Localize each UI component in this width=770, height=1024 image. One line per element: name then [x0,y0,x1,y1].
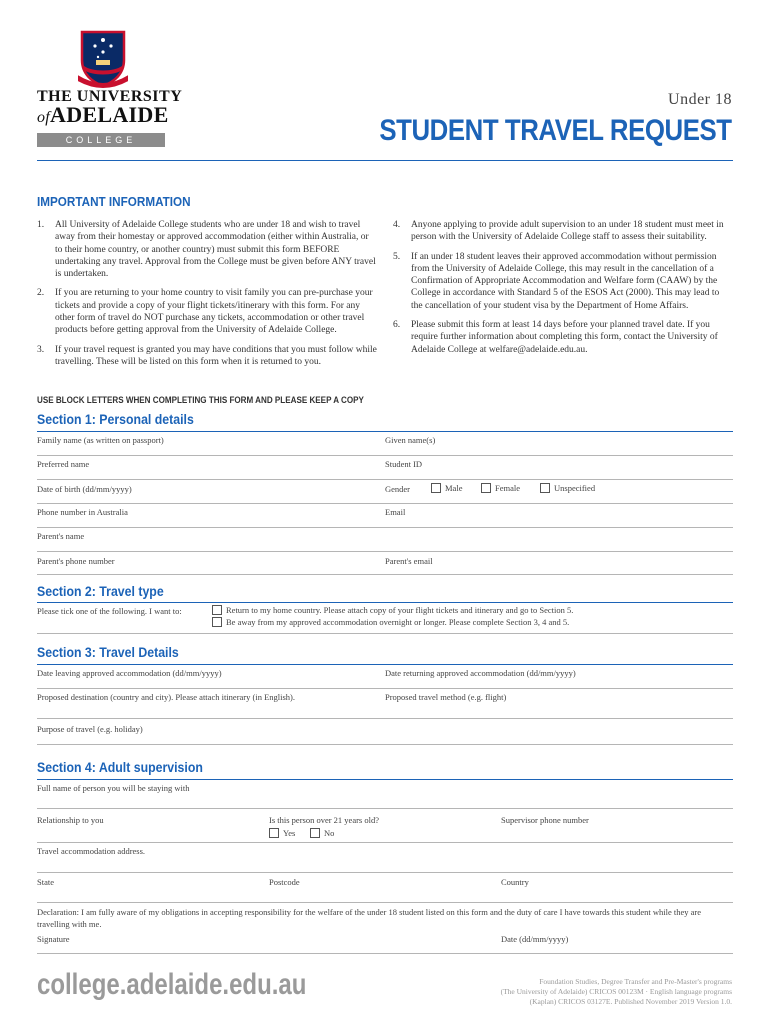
country-field[interactable]: Country [501,877,529,887]
over-21-question: Is this person over 21 years old? [269,815,380,825]
section-3-title: Section 3: Travel Details [37,644,179,660]
row-divider [37,551,733,552]
logo-adelaide [37,102,169,128]
gender-female-option[interactable] [481,483,520,493]
row-divider [37,688,733,689]
checkbox-icon[interactable] [481,483,491,493]
supervisor-full-name-field[interactable]: Full name of person you will be staying with [37,783,190,793]
row-divider [37,527,733,528]
block-letters-instruction: USE BLOCK LETTERS WHEN COMPLETING THIS FORM AND PLEASE KEEP A COPY [37,395,364,406]
purpose-field[interactable]: Purpose of travel (e.g. holiday) [37,724,143,734]
checkbox-icon[interactable] [540,483,550,493]
accommodation-address-field[interactable]: Travel accommodation address. [37,846,146,856]
email-field[interactable]: Email [385,507,406,517]
row-divider [37,808,733,809]
checkbox-icon[interactable] [431,483,441,493]
row-divider [37,744,733,745]
section-4-title: Section 4: Adult supervision [37,759,203,775]
row-divider [37,503,733,504]
date-leaving-field[interactable]: Date leaving approved accommodation (dd/mm/yyyy) [37,668,222,678]
checkbox-icon[interactable] [310,828,320,838]
footer-legal-note [501,977,732,1007]
footer-note-line: (Kaplan) CRICOS 03127E. Published November 2019 Version 1.0. [529,997,732,1006]
info-number: 6. [393,320,401,331]
info-text: Anyone applying to provide adult supervision to an under 18 student must meet in person with the University of Adelaide College staff to assess their suitability. [411,220,724,243]
travel-method-field[interactable]: Proposed travel method (e.g. flight) [385,692,507,702]
info-item-2 [37,287,377,336]
row-divider [37,872,733,873]
row-divider [37,902,733,903]
info-item-1 [37,219,377,280]
travel-option-return-home[interactable] [212,605,573,615]
travel-type-prompt: Please tick one of the following. I want to: [37,606,182,616]
important-information-heading: IMPORTANT INFORMATION [37,194,191,209]
checkbox-icon[interactable] [212,605,222,615]
info-item-4 [393,219,733,244]
info-item-3 [37,344,377,369]
logo-adelaide-text: ADELAIDE [50,102,169,127]
preferred-name-field[interactable]: Preferred name [37,459,90,469]
row-divider [37,455,733,456]
over-21-no-option[interactable] [310,828,334,838]
parent-email-field[interactable]: Parent's email [385,556,433,566]
logo-the-university: THE UNIVERSITY [37,88,183,105]
student-id-field[interactable]: Student ID [385,459,423,469]
info-text: Please submit this form at least 14 days before your planned travel date. If you require further information about completing this form, contact the University of Adelaide College at welfare@adelaide.edu.au. [411,320,718,355]
row-divider [37,633,733,634]
gender-unspecified-option[interactable] [540,483,595,493]
phone-field[interactable]: Phone number in Australia [37,507,128,517]
postcode-field[interactable]: Postcode [269,877,300,887]
option-label: No [324,828,335,838]
info-number: 3. [37,344,45,355]
footer-note-line: (The University of Adelaide) CRICOS 00123M · English language programs [500,987,732,996]
info-text: If your travel request is granted you may have conditions that you must follow while travelling. These will be listed on this form when it is returned to you. [55,344,377,367]
info-item-5 [393,251,733,312]
under-18-label: Under 18 [668,91,732,108]
travel-option-away-overnight[interactable] [212,617,569,627]
parent-phone-field[interactable]: Parent's phone number [37,556,115,566]
option-label: Male [445,483,463,493]
given-names-field[interactable]: Given name(s) [385,435,436,445]
info-number: 5. [393,251,401,262]
row-divider [37,842,733,843]
row-divider [37,718,733,719]
over-21-yes-option[interactable] [269,828,295,838]
info-text: If you are returning to your home country to visit family you can pre-purchase your tickets and provide a copy of your flight tickets/itinerary with this form. For any other form of travel do NOT purchase any tickets, accommodation or other travel products before getting approval from the University of Adelaide College. [55,288,373,336]
section-3-divider [37,664,733,665]
destination-field[interactable]: Proposed destination (country and city). Please attach itinerary (in English). [37,692,296,702]
logo-college-band: COLLEGE [37,133,165,147]
option-label: Female [495,483,521,493]
row-divider [37,953,733,954]
section-4-divider [37,779,733,780]
option-label: Return to my home country. Please attach copy of your flight tickets and itinerary and go to Section 5. [226,605,574,615]
section-1-title: Section 1: Personal details [37,411,194,427]
date-returning-field[interactable]: Date returning approved accommodation (dd/mm/yyyy) [385,668,576,678]
info-text: If an under 18 student leaves their approved accommodation without permission from the University of Adelaide College, this may result in the cancellation of a Confirmation of Appropriate Accommodation and Welfare form (CAAW) by the College in accordance with Standard 5 of the ESOS Act (2000). This may lead to the cancellation of your student visa by the Department of Home Affairs. [411,251,720,311]
state-field[interactable]: State [37,877,54,887]
title-divider [37,160,733,161]
page-title: STUDENT TRAVEL REQUEST [379,114,732,147]
important-left-column [37,219,377,375]
row-divider [37,479,733,480]
parent-name-field[interactable]: Parent's name [37,531,85,541]
option-label: Be away from my approved accommodation overnight or longer. Please complete Section 3, 4 and 5. [226,617,570,627]
footer-note-line: Foundation Studies, Degree Transfer and Pre-Master's programs [539,977,732,986]
footer-website[interactable]: college.adelaide.edu.au [37,968,307,1001]
info-number: 1. [37,220,45,230]
important-right-column [393,219,733,363]
university-crest-logo [78,30,128,88]
info-number: 2. [37,288,45,299]
option-label: Unspecified [554,483,596,493]
option-label: Yes [283,828,296,838]
info-item-6 [393,319,733,356]
supervisor-phone-field[interactable]: Supervisor phone number [501,815,589,825]
signature-field[interactable]: Signature [37,934,70,944]
relationship-field[interactable]: Relationship to you [37,815,104,825]
gender-male-option[interactable] [431,483,462,493]
declaration-text: Declaration: I am fully aware of my obligations in accepting responsibility for the welfare of the under 18 student listed on this form and the duty of care I have towards this student while they are travelling with me. [37,907,701,929]
info-text: All University of Adelaide College students who are under 18 and wish to travel away from their homestay or approved accommodation (either within Australia, or to their home country, or another country) must submit this form BEFORE undertaking any travel. Approval from the College must be given before ANY travel is undertaken. [55,220,376,280]
row-divider [37,574,733,575]
section-1-divider [37,431,733,432]
declaration-date-field[interactable]: Date (dd/mm/yyyy) [501,934,569,944]
checkbox-icon[interactable] [269,828,279,838]
date-of-birth-field[interactable]: Date of birth (dd/mm/yyyy) [37,484,132,494]
checkbox-icon[interactable] [212,617,222,627]
info-number: 4. [393,220,401,230]
family-name-field[interactable]: Family name (as written on passport) [37,435,164,445]
section-2-title: Section 2: Travel type [37,583,164,599]
gender-label: Gender [385,484,411,494]
section-2-divider [37,602,733,603]
logo-of: of [37,109,51,126]
